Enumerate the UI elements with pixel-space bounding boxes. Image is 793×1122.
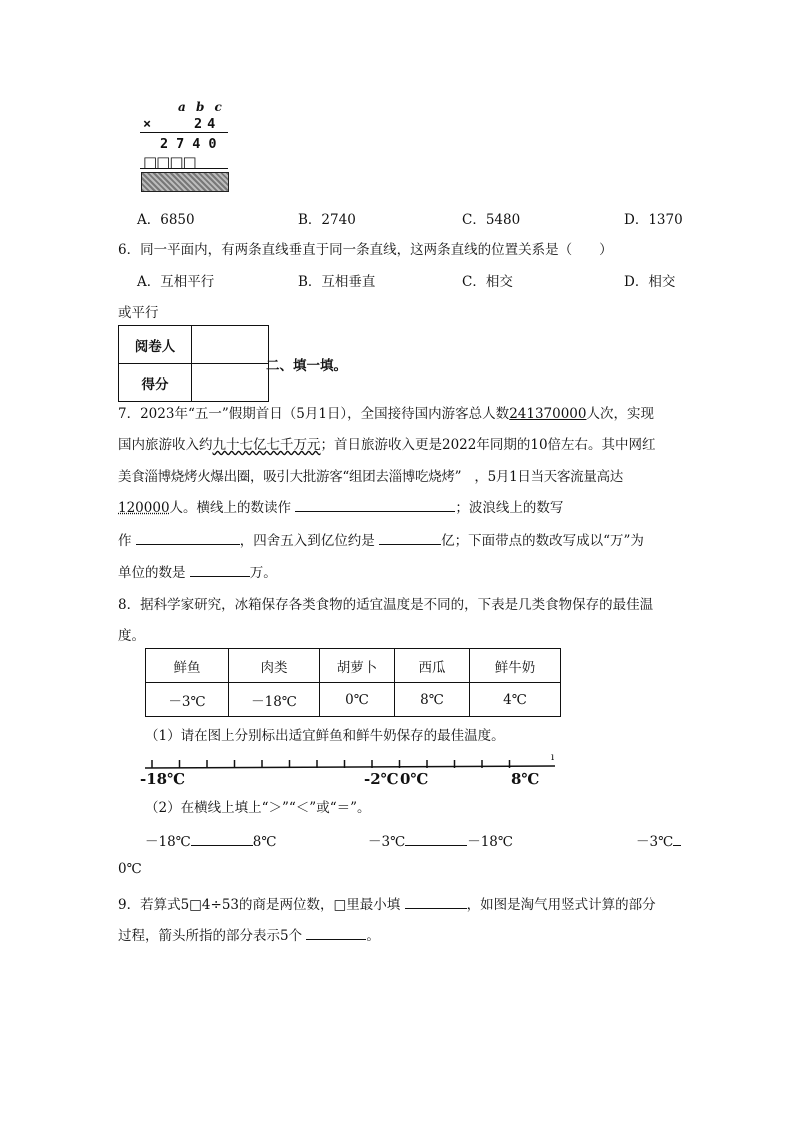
axis-label: -2℃	[364, 770, 399, 788]
reviewer-cell	[192, 326, 269, 364]
header-cell: 胡萝卜	[320, 649, 395, 683]
rule-line	[140, 168, 228, 169]
value-cell: 0℃	[320, 683, 395, 717]
text: －3℃	[636, 834, 674, 850]
text: 过程，箭头所指的部分表示5个	[118, 928, 303, 944]
header-cell: 鲜牛奶	[470, 649, 561, 683]
text: ，如图是淘气用竖式计算的部分	[466, 897, 656, 913]
answer-blank[interactable]	[405, 831, 467, 846]
header-cell: 西瓜	[395, 649, 470, 683]
text: 0℃	[118, 861, 142, 877]
score-table	[118, 325, 269, 402]
text: 。	[366, 928, 380, 944]
q8-sub1: （1）请在图上分别标出适宜鲜鱼和鲜牛奶保存的最佳温度。	[145, 728, 505, 744]
text: 8℃	[252, 834, 277, 850]
q8-stem: 8．据科学家研究，冰箱保存各类食物的适宜温度是不同的，下表是几类食物保存的最佳温	[118, 597, 654, 613]
option-c: C．5480	[462, 212, 521, 228]
value-cell: －3℃	[146, 683, 229, 717]
option-b: B．2740	[298, 212, 356, 228]
value-cell: 4℃	[470, 683, 561, 717]
option-d: D．1370	[624, 212, 683, 228]
wavy-number: 九十七亿七千万元	[212, 437, 321, 453]
digits-abc: a b c	[178, 100, 225, 114]
text: ，四舍五入到亿位约是	[239, 533, 375, 549]
axis-label: 8℃	[511, 770, 540, 788]
hidden-result	[141, 172, 229, 192]
text: 9．若算式5□4÷53的商是两位数，□里最小填	[118, 897, 401, 913]
text: 人次，实现	[586, 406, 654, 422]
q8-sub2: （2）在横线上填上“＞”“＜”或“＝”。	[145, 800, 371, 816]
text: －3℃	[368, 834, 406, 850]
answer-blank[interactable]	[295, 497, 455, 512]
answer-blank[interactable]	[405, 894, 467, 909]
underlined-number: 241370000	[509, 406, 587, 422]
text: ；波浪线上的数写	[455, 500, 564, 516]
text: ；首日旅游收入更是2022年同期的10倍左右。其中网红	[320, 437, 656, 453]
rule-line	[140, 132, 228, 133]
answer-blank[interactable]	[136, 530, 240, 545]
option-a: A．互相平行	[137, 274, 215, 290]
text: －18℃	[467, 834, 513, 850]
value-cell: 8℃	[395, 683, 470, 717]
answer-blank[interactable]	[306, 925, 366, 940]
text: －18℃	[145, 834, 191, 850]
section-title: 二、填一填。	[266, 358, 347, 374]
text: 亿；下面带点的数改写成以“万”为	[441, 533, 644, 549]
answer-blank[interactable]	[673, 831, 681, 846]
temperature-table	[145, 648, 561, 717]
number-line	[145, 752, 565, 772]
option-a: A．6850	[137, 212, 195, 228]
tick-mark: ı	[551, 752, 555, 763]
multiplier: 24	[194, 116, 221, 132]
reviewer-label: 阅卷人	[119, 326, 192, 364]
q8-stem: 度。	[118, 628, 145, 644]
option-b: B．互相垂直	[298, 274, 376, 290]
value-cell: －18℃	[229, 683, 320, 717]
text: 万。	[249, 565, 277, 581]
text: 国内旅游收入约	[118, 437, 213, 453]
text: 7．2023年“五一”假期首日（5月1日），全国接待国内游客总人数	[118, 406, 510, 422]
q6-cont: 或平行	[118, 305, 159, 321]
answer-blank[interactable]	[191, 831, 253, 846]
axis-label: -18℃	[140, 770, 186, 788]
score-label: 得分	[119, 364, 192, 402]
option-d: D．相交	[624, 274, 676, 290]
box-placeholders: □□□□	[143, 153, 196, 171]
text: 作	[118, 533, 132, 549]
partial-product: 2740	[160, 136, 225, 152]
text: 美食淄博烧烤火爆出圈，吸引大批游客“组团去淄博吃烧烤” ，5月1日当天客流量高达	[118, 469, 623, 485]
times-sign: ×	[143, 116, 152, 132]
dotted-number: 120000	[118, 500, 170, 516]
answer-blank[interactable]	[190, 562, 250, 577]
text: 人。横线上的数读作	[169, 500, 292, 516]
answer-blank[interactable]	[379, 530, 441, 545]
header-cell: 肉类	[229, 649, 320, 683]
option-c: C．相交	[462, 274, 513, 290]
text: 单位的数是	[118, 565, 186, 581]
header-cell: 鲜鱼	[146, 649, 229, 683]
axis-label: 0℃	[400, 770, 429, 788]
q6-stem: 6．同一平面内，有两条直线垂直于同一条直线，这两条直线的位置关系是（ ）	[118, 242, 613, 258]
score-cell	[192, 364, 269, 402]
